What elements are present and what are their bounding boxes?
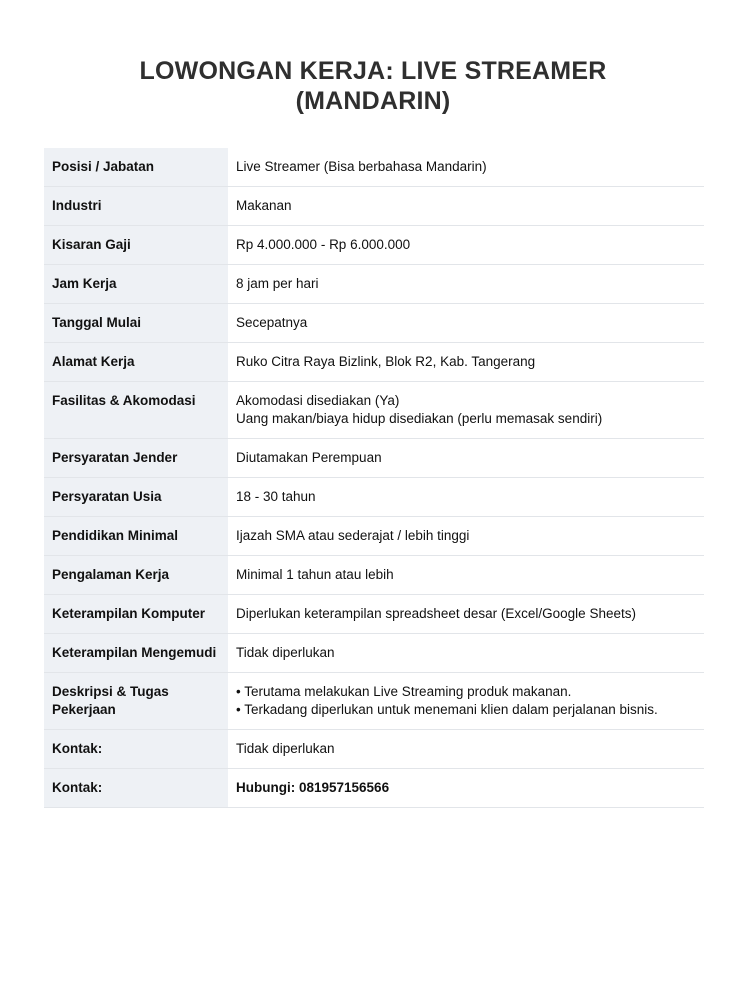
page-title-line-1: LOWONGAN KERJA: LIVE STREAMER bbox=[139, 57, 607, 85]
row-value-line: Live Streamer (Bisa berbahasa Mandarin) bbox=[236, 159, 487, 174]
table-row-age bbox=[44, 478, 704, 517]
row-value-line: Uang makan/biaya hidup disediakan (perlu memasak sendiri) bbox=[236, 411, 603, 426]
row-label: Kontak: bbox=[44, 769, 228, 808]
row-label: Keterampilan Komputer bbox=[44, 595, 228, 634]
row-label: Jam Kerja bbox=[44, 265, 228, 304]
row-label: Tanggal Mulai bbox=[44, 304, 228, 343]
row-label: Kisaran Gaji bbox=[44, 226, 228, 265]
row-value bbox=[228, 343, 704, 382]
row-label: Posisi / Jabatan bbox=[44, 148, 228, 187]
row-value-line: 8 jam per hari bbox=[236, 276, 319, 291]
row-value bbox=[228, 187, 704, 226]
row-value-line: 18 - 30 tahun bbox=[236, 489, 316, 504]
table-row-salary bbox=[44, 226, 704, 265]
row-value-line: Ruko Citra Raya Bizlink, Blok R2, Kab. Tangerang bbox=[236, 354, 536, 369]
table-row-position bbox=[44, 148, 704, 187]
page-title-line-2: (MANDARIN) bbox=[295, 87, 451, 115]
row-value-line: Secepatnya bbox=[236, 315, 308, 330]
contact-phone bbox=[228, 769, 704, 808]
row-value bbox=[228, 673, 704, 730]
row-label: Industri bbox=[44, 187, 228, 226]
row-value-line: Minimal 1 tahun atau lebih bbox=[236, 567, 394, 582]
row-value-line: Makanan bbox=[236, 198, 292, 213]
row-value bbox=[228, 439, 704, 478]
table-row-contact-1 bbox=[44, 730, 704, 769]
row-value-line: Ijazah SMA atau sederajat / lebih tinggi bbox=[236, 528, 470, 543]
page-title bbox=[0, 56, 746, 116]
row-label: Pendidikan Minimal bbox=[44, 517, 228, 556]
table-row-industry bbox=[44, 187, 704, 226]
row-value-line: • Terkadang diperlukan untuk menemani klien dalam perjalanan bisnis. bbox=[236, 702, 658, 717]
table-row-education bbox=[44, 517, 704, 556]
row-value bbox=[228, 226, 704, 265]
table-row-working-hours bbox=[44, 265, 704, 304]
row-value bbox=[228, 595, 704, 634]
table-row-gender bbox=[44, 439, 704, 478]
row-value-line: Akomodasi disediakan (Ya) bbox=[236, 393, 400, 408]
row-value bbox=[228, 304, 704, 343]
row-value bbox=[228, 556, 704, 595]
row-label: Kontak: bbox=[44, 730, 228, 769]
row-value-line: Hubungi: 081957156566 bbox=[236, 780, 390, 795]
row-value bbox=[228, 730, 704, 769]
table-row-start-date bbox=[44, 304, 704, 343]
row-value bbox=[228, 634, 704, 673]
row-value bbox=[228, 265, 704, 304]
table-row-experience bbox=[44, 556, 704, 595]
row-label: Pengalaman Kerja bbox=[44, 556, 228, 595]
table-row-driving-skills bbox=[44, 634, 704, 673]
table-row-contact-2 bbox=[44, 769, 704, 808]
row-label: Alamat Kerja bbox=[44, 343, 228, 382]
table-row-computer-skills bbox=[44, 595, 704, 634]
row-value bbox=[228, 517, 704, 556]
row-value-line: • Terutama melakukan Live Streaming produk makanan. bbox=[236, 684, 572, 699]
row-value-line: Tidak diperlukan bbox=[236, 741, 335, 756]
row-label: Keterampilan Mengemudi bbox=[44, 634, 228, 673]
row-label: Deskripsi & Tugas Pekerjaan bbox=[44, 673, 228, 730]
row-value bbox=[228, 478, 704, 517]
row-value-line: Tidak diperlukan bbox=[236, 645, 335, 660]
row-value-line: Rp 4.000.000 - Rp 6.000.000 bbox=[236, 237, 411, 252]
row-label: Fasilitas & Akomodasi bbox=[44, 382, 228, 439]
table-row-facilities bbox=[44, 382, 704, 439]
row-value-line: Diutamakan Perempuan bbox=[236, 450, 382, 465]
table-row-work-address bbox=[44, 343, 704, 382]
row-value bbox=[228, 382, 704, 439]
row-label: Persyaratan Usia bbox=[44, 478, 228, 517]
row-value bbox=[228, 148, 704, 187]
row-value-line: Diperlukan keterampilan spreadsheet desar (Excel/Google Sheets) bbox=[236, 606, 636, 621]
job-details-table bbox=[44, 148, 704, 808]
row-label: Persyaratan Jender bbox=[44, 439, 228, 478]
table-row-job-description bbox=[44, 673, 704, 730]
